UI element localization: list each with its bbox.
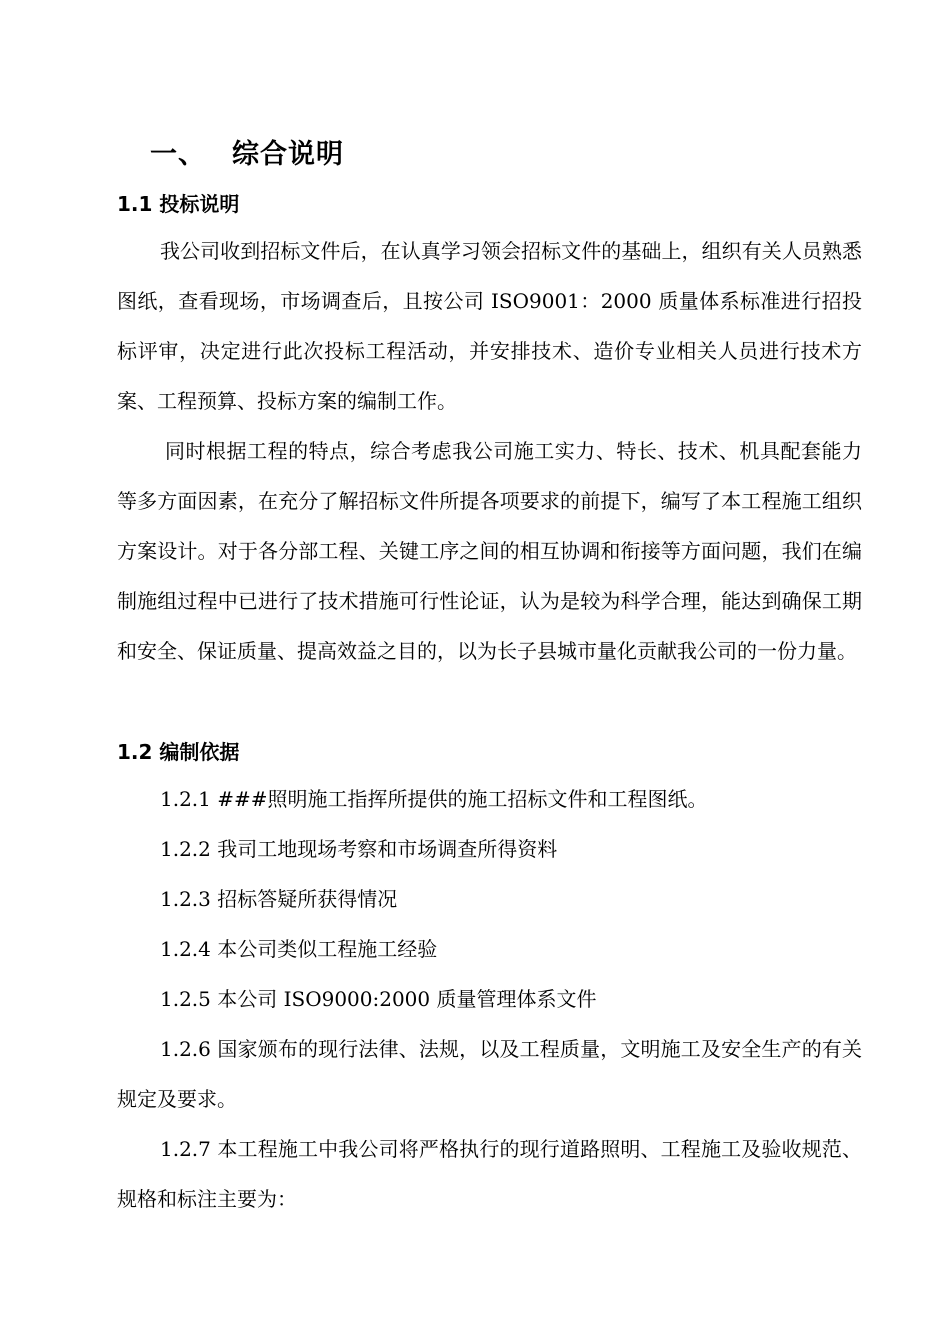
section-heading-1-2: 1.2 编制依据 [117, 740, 240, 764]
paragraph-design-basis: 同时根据工程的特点，综合考虑我公司施工实力、特长、技术、机具配套能力等多方面因素，在充分了解招标文件所提各项要求的前提下，编写了本工程施工组织方案设计。对于各分部工程、关键工序之间的相互协调和衔接等方面问题，我们在编制施组过程中已进行了技术措施可行性论证，认为是较为科学合理，能达到确保工期和安全、保证质量、提高效益之目的，以为长子县城市量化贡献我公司的一份力量。 [117, 439, 862, 663]
list-item: 1.2.2 我司工地现场考察和市场调查所得资料 [160, 837, 558, 861]
list-item: 1.2.1 ###照明施工指挥所提供的施工招标文件和工程图纸。 [160, 787, 708, 811]
chapter-title-text: 综合说明 [232, 139, 344, 170]
paragraph-bid-explanation: 我公司收到招标文件后，在认真学习领会招标文件的基础上，组织有关人员熟悉图纸，查看现场，市场调查后，且按公司 ISO9001：2000 质量体系标准进行招投标评审，决定进行此次投标工程活动，并安排技术、造价专业相关人员进行技术方案、工程预算、投标方案的编制工作。 [117, 239, 862, 413]
list-item: 1.2.4 本公司类似工程施工经验 [160, 937, 438, 961]
list-item: 1.2.5 本公司 ISO9000:2000 质量管理体系文件 [160, 987, 597, 1011]
list-item: 1.2.7 本工程施工中我公司将严格执行的现行道路照明、工程施工及验收规范、规格和标注主要为： [117, 1137, 862, 1211]
list-item: 1.2.3 招标答疑所获得情况 [160, 887, 398, 911]
chapter-title [150, 132, 344, 171]
list-item: 1.2.6 国家颁布的现行法律、法规，以及工程质量，文明施工及安全生产的有关规定及要求。 [117, 1037, 862, 1111]
section-heading-1-1: 1.1 投标说明 [117, 192, 240, 216]
chapter-number: 一、 [150, 139, 206, 170]
